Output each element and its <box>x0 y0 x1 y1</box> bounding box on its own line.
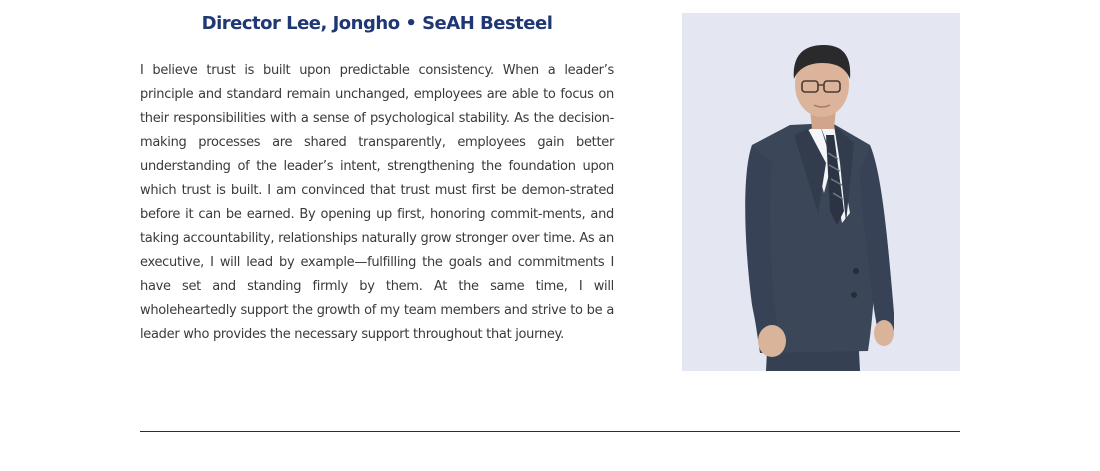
portrait-photo <box>682 13 960 371</box>
section-divider <box>140 431 960 432</box>
portrait-illustration <box>682 13 960 371</box>
profile-title: Director Lee, Jongho • SeAH Besteel <box>201 13 553 34</box>
profile-statement: I believe trust is built upon predictable consistency. When a leader’s principle and standard remain unchanged, employees are able to focus on their responsibilities with a sense of psychological stability. As the decision-making processes are shared transparently, employees gain better understanding of the leader’s intent, strengthening the foundation upon which trust is built. I am convinced that trust must first be demon-strated before it can be earned. By opening up first, honoring commit-ments, and taking accountability, relationships naturally grow stronger over time. As an executive, I will lead by example—fulfilling the goals and commitments I have set and standing firmly by them. At the same time, I will wholeheartedly support the growth of my team members and strive to be a leader who provides the necessary support throughout that journey. <box>140 63 614 342</box>
